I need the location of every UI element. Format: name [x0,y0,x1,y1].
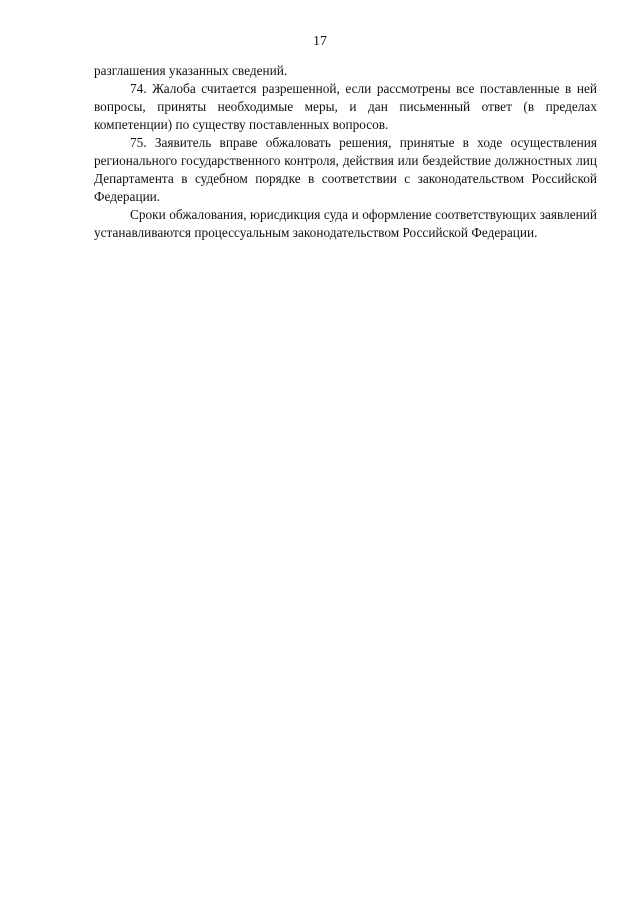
page-number: 17 [313,34,327,49]
paragraph-continuation: разглашения указанных сведений. [94,63,288,78]
paragraph-75: 75. Заявитель вправе обжаловать решения, принятые в ходе осуществления регионального государственного контроля, действия или бездействие должностных лиц Департамента в судебном порядке в соответствии с законодательством Российской Федерации. [94,135,597,204]
document-body [94,62,597,242]
paragraph-74: 74. Жалоба считается разрешенной, если рассмотрены все поставленные в ней вопросы, приняты необходимые меры, и дан письменный ответ (в пределах компетенции) по существу поставленных вопросов. [94,81,597,132]
paragraph-appeal-terms: Сроки обжалования, юрисдикция суда и оформление соответствующих заявлений устанавливаются процессуальным законодательством Российской Федерации. [94,207,597,240]
